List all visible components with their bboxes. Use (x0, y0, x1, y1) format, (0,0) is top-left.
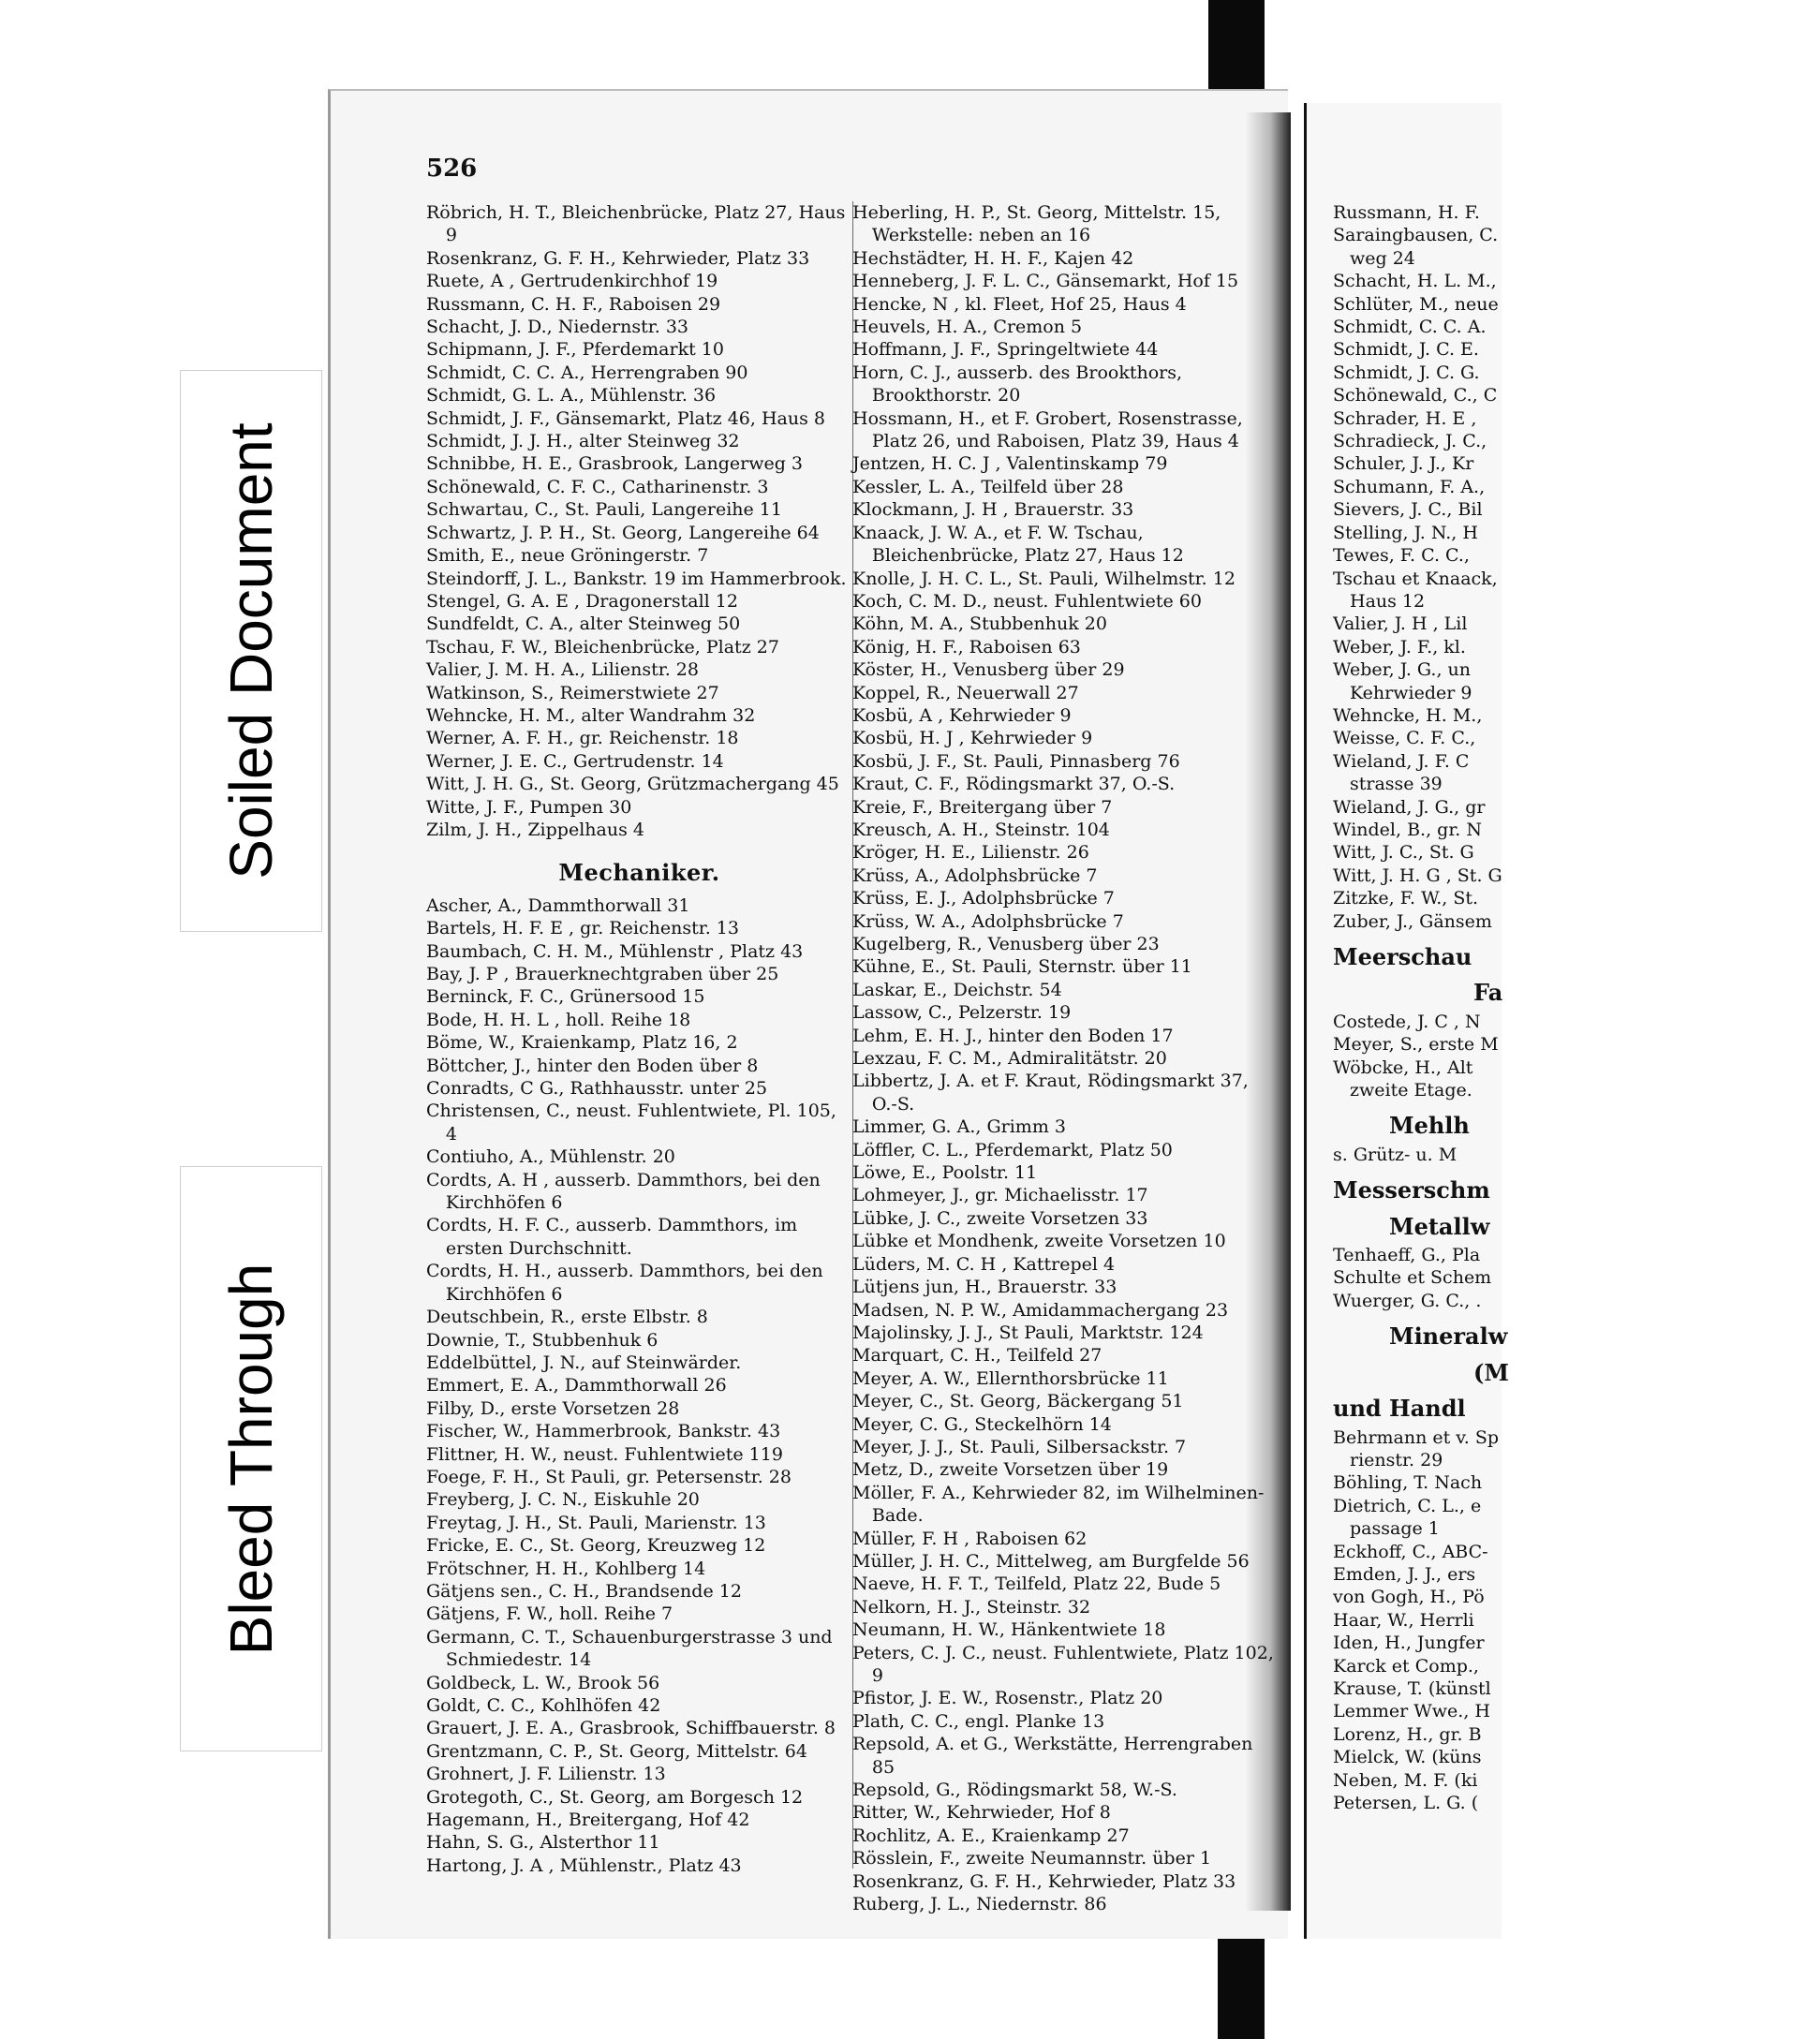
facing-section-heading: und Handl (1333, 1395, 1466, 1423)
directory-entry: Libbertz, J. A. et F. Kraut, Rödingsmarkt 37, O.-S. (852, 1071, 1249, 1115)
facing-directory-entry: Schrader, H. E , (1333, 407, 1477, 429)
directory-entry: Knaack, J. W. A., et F. W. Tschau, Bleichenbrücke, Platz 27, Haus 12 (852, 522, 1184, 567)
directory-entry: Valier, J. M. H. A., Lilienstr. 28 (426, 659, 699, 681)
facing-directory-entry: Wuerger, G. C., . (1333, 1290, 1482, 1311)
directory-entry: Neumann, H. W., Hänkentwiete 18 (852, 1619, 1166, 1641)
directory-entry: Gätjens sen., C. H., Brandsende 12 (426, 1580, 742, 1602)
directory-entry: Goldt, C. C., Kohlhöfen 42 (426, 1695, 661, 1716)
directory-entry: Ascher, A., Dammthorwall 31 (426, 894, 690, 916)
facing-section-heading: Messerschm (1333, 1176, 1490, 1204)
facing-directory-entry: Zitzke, F. W., St. (1333, 888, 1479, 909)
directory-entry: Bartels, H. F. E , gr. Reichenstr. 13 (426, 918, 739, 939)
directory-entry: Köster, H., Venusberg über 29 (852, 659, 1125, 681)
directory-entry: Madsen, N. P. W., Amidammachergang 23 (852, 1299, 1229, 1321)
facing-directory-entry: Schönewald, C., C (1333, 385, 1498, 406)
directory-entry: Russmann, C. H. F., Raboisen 29 (426, 293, 721, 315)
section-heading: Mechaniker. (558, 859, 720, 887)
directory-entry: Bode, H. H. L , holl. Reihe 18 (426, 1009, 691, 1030)
directory-entry: Kraut, C. F., Rödingsmarkt 37, O.-S. (852, 774, 1176, 795)
directory-entry: Plath, C. C., engl. Planke 13 (852, 1710, 1105, 1732)
directory-entry: Meyer, A. W., Ellernthorsbrücke 11 (852, 1367, 1169, 1389)
directory-entry: Kosbü, H. J , Kehrwieder 9 (852, 728, 1093, 749)
directory-entry: Deutschbein, R., erste Elbstr. 8 (426, 1307, 708, 1328)
directory-entry: Ruberg, J. L., Niedernstr. 86 (852, 1894, 1107, 1915)
directory-entry: Freyberg, J. C. N., Eiskuhle 20 (426, 1489, 700, 1511)
directory-entry: Böme, W., Kraienkamp, Platz 16, 2 (426, 1032, 738, 1054)
facing-directory-entry: Lemmer Wwe., H (1333, 1701, 1490, 1722)
directory-entry: Schönewald, C. F. C., Catharinenstr. 3 (426, 476, 769, 497)
facing-directory-entry: Tewes, F. C. C., (1333, 545, 1470, 567)
directory-entry: Grohnert, J. F. Lilienstr. 13 (426, 1764, 666, 1785)
directory-entry: Krüss, E. J., Adolphsbrücke 7 (852, 888, 1115, 909)
directory-entry: Ruete, A , Gertrudenkirchhof 19 (426, 271, 718, 292)
facing-directory-entry: strasse 39 (1350, 774, 1443, 795)
directory-entry: Kugelberg, R., Venusberg über 23 (852, 934, 1160, 954)
directory-entry: Werner, A. F. H., gr. Reichenstr. 18 (426, 728, 739, 749)
facing-directory-entry: von Gogh, H., Pö (1333, 1587, 1485, 1608)
directory-entry: Cordts, H. H., ausserb. Dammthors, bei den Kirchhöfen 6 (426, 1261, 823, 1305)
directory-entry: Hagemann, H., Breitergang, Hof 42 (426, 1810, 750, 1831)
directory-entry: Watkinson, S., Reimerstwiete 27 (426, 682, 719, 703)
directory-entry: Klockmann, J. H , Brauerstr. 33 (852, 499, 1134, 521)
bleed-through-text: Bleed Through (217, 1263, 285, 1655)
directory-entry: Lassow, C., Pelzerstr. 19 (852, 1002, 1072, 1024)
directory-entry: Kühne, E., St. Pauli, Sternstr. über 11 (852, 956, 1192, 978)
facing-directory-entry: Petersen, L. G. ( (1333, 1793, 1479, 1813)
directory-entry: Kreusch, A. H., Steinstr. 104 (852, 819, 1110, 840)
directory-entry: Naeve, H. F. T., Teilfeld, Platz 22, Bude 5 (852, 1574, 1221, 1595)
directory-entry: Löwe, E., Poolstr. 11 (852, 1162, 1038, 1184)
directory-entry: Hencke, N , kl. Fleet, Hof 25, Haus 4 (852, 293, 1187, 315)
directory-entry: Kreie, F., Breitergang über 7 (852, 796, 1113, 818)
directory-entry: Freytag, J. H., St. Pauli, Marienstr. 13 (426, 1512, 766, 1533)
directory-entry: Hahn, S. G., Alsterthor 11 (426, 1832, 660, 1854)
facing-directory-entry: zweite Etage. (1350, 1080, 1472, 1101)
directory-entry: Lütjens jun, H., Brauerstr. 33 (852, 1277, 1117, 1298)
directory-entry: Rosenkranz, G. F. H., Kehrwieder, Platz 33 (426, 247, 810, 269)
directory-entry: Rochlitz, A. E., Kraienkamp 27 (852, 1825, 1130, 1846)
directory-entry: Rosenkranz, G. F. H., Kehrwieder, Platz 33 (852, 1870, 1236, 1892)
directory-entry: Ritter, W., Kehrwieder, Hof 8 (852, 1802, 1111, 1824)
facing-directory-entry: Emden, J. J., ers (1333, 1563, 1476, 1585)
directory-entry: Hechstädter, H. H. F., Kajen 42 (852, 247, 1134, 269)
facing-section-heading: Fa (1473, 979, 1503, 1007)
directory-entry: Kosbü, J. F., St. Pauli, Pinnasberg 76 (852, 750, 1180, 772)
directory-entry: Röbrich, H. T., Bleichenbrücke, Platz 27, Haus 9 (426, 202, 846, 246)
directory-entry: Lüders, M. C. H , Kattrepel 4 (852, 1253, 1116, 1275)
facing-directory-entry: Haus 12 (1350, 590, 1426, 612)
directory-entry: Schmidt, C. C. A., Herrengraben 90 (426, 362, 748, 383)
page-number: 526 (426, 155, 478, 183)
facing-directory-entry: Iden, H., Jungfer (1333, 1633, 1485, 1654)
directory-entry: Löffler, C. L., Pferdemarkt, Platz 50 (852, 1139, 1173, 1160)
facing-directory-entry: Tschau et Knaack, (1333, 568, 1498, 589)
facing-section-heading: (M (1473, 1358, 1509, 1386)
directory-entry: Köhn, M. A., Stubbenhuk 20 (852, 613, 1107, 635)
directory-column-left (426, 201, 852, 1877)
facing-page-column (1333, 201, 1820, 1814)
facing-directory-entry: Schmidt, C. C. A. (1333, 317, 1487, 338)
facing-directory-entry: Windel, B., gr. N (1333, 819, 1483, 840)
directory-entry: Grauert, J. E. A., Grasbrook, Schiffbauerstr. 8 (426, 1718, 836, 1739)
facing-directory-entry: Witt, J. H. G , St. G (1333, 864, 1502, 886)
directory-entry: Zilm, J. H., Zippelhaus 4 (426, 819, 644, 840)
bleed-through-label (180, 1166, 322, 1751)
facing-directory-entry: Dietrich, C. L., e (1333, 1495, 1482, 1516)
directory-entry: Majolinsky, J. J., St Pauli, Marktstr. 124 (852, 1322, 1204, 1343)
directory-entry: König, H. F., Raboisen 63 (852, 636, 1081, 658)
directory-entry: Grotegoth, C., St. Georg, am Borgesch 12 (426, 1786, 804, 1808)
facing-section-heading: Mineralw (1389, 1322, 1508, 1351)
facing-directory-entry: passage 1 (1350, 1518, 1440, 1540)
directory-entry: Cordts, H. F. C., ausserb. Dammthors, im ersten Durchschnitt. (426, 1215, 798, 1259)
facing-directory-entry: Valier, J. H , Lil (1333, 613, 1468, 635)
facing-section-heading: Metallw (1389, 1212, 1490, 1240)
directory-entry: Henneberg, J. F. L. C., Gänsemarkt, Hof 15 (852, 271, 1239, 292)
directory-entry: Müller, F. H , Raboisen 62 (852, 1528, 1088, 1549)
directory-entry: Knolle, J. H. C. L., St. Pauli, Wilhelmstr. 12 (852, 568, 1236, 589)
facing-directory-entry: Weber, J. F., kl. (1333, 636, 1466, 658)
facing-section-heading: Mehlh (1389, 1112, 1470, 1140)
facing-directory-entry: Weisse, C. F. C., (1333, 728, 1476, 749)
directory-entry: Grentzmann, C. P., St. Georg, Mittelstr. 64 (426, 1740, 807, 1762)
facing-directory-entry: Haar, W., Herrli (1333, 1609, 1474, 1631)
directory-entry: Berninck, F. C., Grünersood 15 (426, 986, 705, 1008)
directory-column-right (852, 201, 1279, 1915)
directory-entry: Flittner, H. W., neust. Fuhlentwiete 119 (426, 1443, 783, 1465)
facing-directory-entry: Lorenz, H., gr. B (1333, 1723, 1482, 1745)
directory-entry: Werner, J. E. C., Gertrudenstr. 14 (426, 750, 724, 772)
facing-directory-entry: Zuber, J., Gänsem (1333, 910, 1492, 932)
directory-entry: Schwartau, C., St. Pauli, Langereihe 11 (426, 499, 782, 521)
directory-entry: Lehm, E. H. J., hinter den Boden 17 (852, 1025, 1174, 1046)
directory-entry: Schmidt, J. F., Gänsemarkt, Platz 46, Haus 8 (426, 407, 825, 429)
directory-entry: Böttcher, J., hinter den Boden über 8 (426, 1055, 759, 1076)
facing-directory-entry: Saraingbausen, C. (1333, 225, 1499, 246)
directory-entry: Krüss, A., Adolphsbrücke 7 (852, 864, 1098, 886)
directory-entry: Witt, J. H. G., St. Georg, Grützmachergang 45 (426, 774, 839, 795)
directory-entry: Kröger, H. E., Lilienstr. 26 (852, 842, 1089, 864)
directory-entry: Downie, T., Stubbenhuk 6 (426, 1329, 658, 1351)
facing-directory-entry: Witt, J. C., St. G (1333, 842, 1474, 864)
directory-entry: Baumbach, C. H. M., Mühlenstr , Platz 43 (426, 940, 804, 962)
directory-entry: Witte, J. F., Pumpen 30 (426, 796, 632, 818)
directory-entry: Fricke, E. C., St. Georg, Kreuzweg 12 (426, 1535, 766, 1557)
directory-entry: Koppel, R., Neuerwall 27 (852, 682, 1079, 703)
directory-entry: Bay, J. P , Brauerknechtgraben über 25 (426, 964, 779, 984)
directory-entry: Marquart, C. H., Teilfeld 27 (852, 1345, 1102, 1367)
directory-entry: Hartong, J. A , Mühlenstr., Platz 43 (426, 1854, 742, 1876)
directory-entry: Schnibbe, H. E., Grasbrook, Langerweg 3 (426, 453, 804, 475)
facing-directory-entry: Tenhaeff, G., Pla (1333, 1245, 1481, 1266)
facing-directory-entry: Schuler, J. J., Kr (1333, 453, 1474, 475)
soiled-document-text: Soiled Document (217, 422, 285, 879)
directory-entry: Pfistor, J. E. W., Rosenstr., Platz 20 (852, 1688, 1163, 1709)
facing-directory-entry: Wöbcke, H., Alt (1333, 1056, 1473, 1078)
directory-entry: Koch, C. M. D., neust. Fuhlentwiete 60 (852, 590, 1202, 612)
directory-entry: Christensen, C., neust. Fuhlentwiete, Pl. 105, 4 (426, 1101, 836, 1145)
directory-entry: Schwartz, J. P. H., St. Georg, Langereihe 64 (426, 522, 820, 543)
facing-directory-entry: rienstr. 29 (1350, 1449, 1443, 1470)
directory-entry: Meyer, J. J., St. Pauli, Silbersackstr. 7 (852, 1436, 1187, 1457)
directory-entry: Jentzen, H. C. J , Valentinskamp 79 (852, 453, 1168, 475)
directory-entry: Sundfeldt, C. A., alter Steinweg 50 (426, 613, 741, 635)
directory-entry: Nelkorn, H. J., Steinstr. 32 (852, 1596, 1091, 1618)
directory-entry: Schacht, J. D., Niedernstr. 33 (426, 317, 689, 338)
directory-entry: Lexzau, F. C. M., Admiralitätstr. 20 (852, 1048, 1167, 1070)
directory-entry: Heuvels, H. A., Cremon 5 (852, 317, 1083, 338)
facing-directory-entry: Mielck, W. (küns (1333, 1747, 1482, 1768)
directory-entry: Lübke et Mondhenk, zweite Vorsetzen 10 (852, 1231, 1226, 1252)
facing-directory-entry: Schumann, F. A., (1333, 476, 1486, 497)
directory-entry: Limmer, G. A., Grimm 3 (852, 1116, 1066, 1138)
facing-directory-entry: s. Grütz- u. M (1333, 1144, 1457, 1165)
directory-entry: Contiuho, A., Mühlenstr. 20 (426, 1146, 675, 1168)
directory-entry: Müller, J. H. C., Mittelweg, am Burgfelde 56 (852, 1550, 1250, 1572)
directory-entry: Germann, C. T., Schauenburgerstrasse 3 und Schmiedestr. 14 (426, 1626, 833, 1671)
directory-entry: Fischer, W., Hammerbrook, Bankstr. 43 (426, 1421, 781, 1442)
directory-entry: Hoffmann, J. F., Springeltwiete 44 (852, 339, 1159, 361)
directory-entry: Smith, E., neue Gröningerstr. 7 (426, 545, 709, 567)
directory-entry: Repsold, G., Rödingsmarkt 58, W.-S. (852, 1780, 1177, 1801)
directory-entry: Möller, F. A., Kehrwieder 82, im Wilhelminen-Bade. (852, 1482, 1265, 1527)
facing-directory-entry: Schulte et Schem (1333, 1267, 1492, 1289)
directory-entry: Schmidt, G. L. A., Mühlenstr. 36 (426, 385, 717, 406)
facing-directory-entry: Schacht, H. L. M., (1333, 271, 1497, 292)
directory-entry: Metz, D., zweite Vorsetzen über 19 (852, 1459, 1169, 1481)
directory-entry: Steindorff, J. L., Bankstr. 19 im Hammerbrook. (426, 568, 847, 589)
facing-directory-entry: Schmidt, J. C. G. (1333, 362, 1480, 383)
directory-entry: Tschau, F. W., Bleichenbrücke, Platz 27 (426, 636, 779, 658)
facing-directory-entry: Neben, M. F. (ki (1333, 1769, 1478, 1791)
directory-entry: Laskar, E., Deichstr. 54 (852, 979, 1062, 1000)
directory-entry: Heberling, H. P., St. Georg, Mittelstr. 15, Werkstelle: neben an 16 (852, 202, 1221, 246)
directory-entry: Eddelbüttel, J. N., auf Steinwärder. (426, 1352, 742, 1373)
directory-entry: Rösslein, F., zweite Neumannstr. über 1 (852, 1848, 1212, 1869)
directory-entry: Foege, F. H., St Pauli, gr. Petersenstr. 28 (426, 1466, 792, 1487)
facing-directory-entry: Stelling, J. N., H (1333, 522, 1478, 543)
soiled-document-label (180, 370, 322, 932)
facing-directory-entry: Schradieck, J. C., (1333, 431, 1487, 452)
facing-directory-entry: Wieland, J. G., gr (1333, 796, 1486, 818)
facing-directory-entry: Sievers, J. C., Bil (1333, 499, 1483, 521)
facing-directory-entry: Russmann, H. F. (1333, 202, 1480, 223)
directory-entry: Frötschner, H. H., Kohlberg 14 (426, 1558, 706, 1579)
directory-entry: Meyer, C., St. Georg, Bäckergang 51 (852, 1391, 1184, 1412)
directory-entry: Repsold, A. et G., Werkstätte, Herrengraben 85 (852, 1734, 1253, 1778)
directory-entry: Lübke, J. C., zweite Vorsetzen 33 (852, 1207, 1148, 1229)
directory-entry: Wehncke, H. M., alter Wandrahm 32 (426, 704, 756, 726)
directory-entry: Stengel, G. A. E , Dragonerstall 12 (426, 590, 738, 612)
facing-directory-entry: Weber, J. G., un (1333, 659, 1472, 681)
facing-directory-entry: weg 24 (1350, 247, 1415, 269)
facing-directory-entry: Kehrwieder 9 (1350, 682, 1472, 703)
directory-entry: Horn, C. J., ausserb. des Brookthors, Brookthorstr. 20 (852, 362, 1183, 406)
directory-entry: Lohmeyer, J., gr. Michaelisstr. 17 (852, 1185, 1148, 1206)
directory-entry: Krüss, W. A., Adolphsbrücke 7 (852, 910, 1124, 932)
directory-entry: Filby, D., erste Vorsetzen 28 (426, 1397, 680, 1419)
directory-entry: Schmidt, J. J. H., alter Steinweg 32 (426, 431, 740, 452)
facing-directory-entry: Meyer, S., erste M (1333, 1034, 1499, 1056)
facing-directory-entry: Eckhoff, C., ABC- (1333, 1541, 1488, 1562)
directory-entry: Schipmann, J. F., Pferdemarkt 10 (426, 339, 724, 361)
directory-entry: Conradts, C G., Rathhausstr. unter 25 (426, 1078, 768, 1100)
facing-page (1304, 103, 1509, 1939)
directory-entry: Kosbü, A , Kehrwieder 9 (852, 704, 1072, 726)
facing-directory-entry: Costede, J. C , N (1333, 1011, 1481, 1032)
facing-directory-entry: Behrmann et v. Sp (1333, 1426, 1500, 1448)
directory-entry: Emmert, E. A., Dammthorwall 26 (426, 1375, 727, 1396)
facing-directory-entry: Wieland, J. F. C (1333, 750, 1470, 772)
directory-entry: Kessler, L. A., Teilfeld über 28 (852, 476, 1124, 497)
facing-directory-entry: Schmidt, J. C. E. (1333, 339, 1479, 361)
facing-directory-entry: Schlüter, M., neue (1333, 293, 1499, 315)
directory-entry: Goldbeck, L. W., Brook 56 (426, 1672, 660, 1693)
facing-section-heading: Meerschau (1333, 943, 1472, 970)
facing-directory-entry: Böhling, T. Nach (1333, 1472, 1483, 1494)
directory-entry: Gätjens, F. W., holl. Reihe 7 (426, 1603, 673, 1625)
directory-entry: Hossmann, H., et F. Grobert, Rosenstrasse, Platz 26, und Raboisen, Platz 39, Haus 4 (852, 407, 1243, 452)
directory-entry: Meyer, C. G., Steckelhörn 14 (852, 1413, 1112, 1435)
directory-entry: Cordts, A. H , ausserb. Dammthors, bei den Kirchhöfen 6 (426, 1169, 821, 1214)
directory-entry: Peters, C. J. C., neust. Fuhlentwiete, Platz 102, 9 (852, 1642, 1274, 1686)
facing-directory-entry: Wehncke, H. M., (1333, 704, 1483, 726)
facing-directory-entry: Karck et Comp., (1333, 1655, 1479, 1677)
facing-directory-entry: Krause, T. (künstl (1333, 1677, 1491, 1699)
